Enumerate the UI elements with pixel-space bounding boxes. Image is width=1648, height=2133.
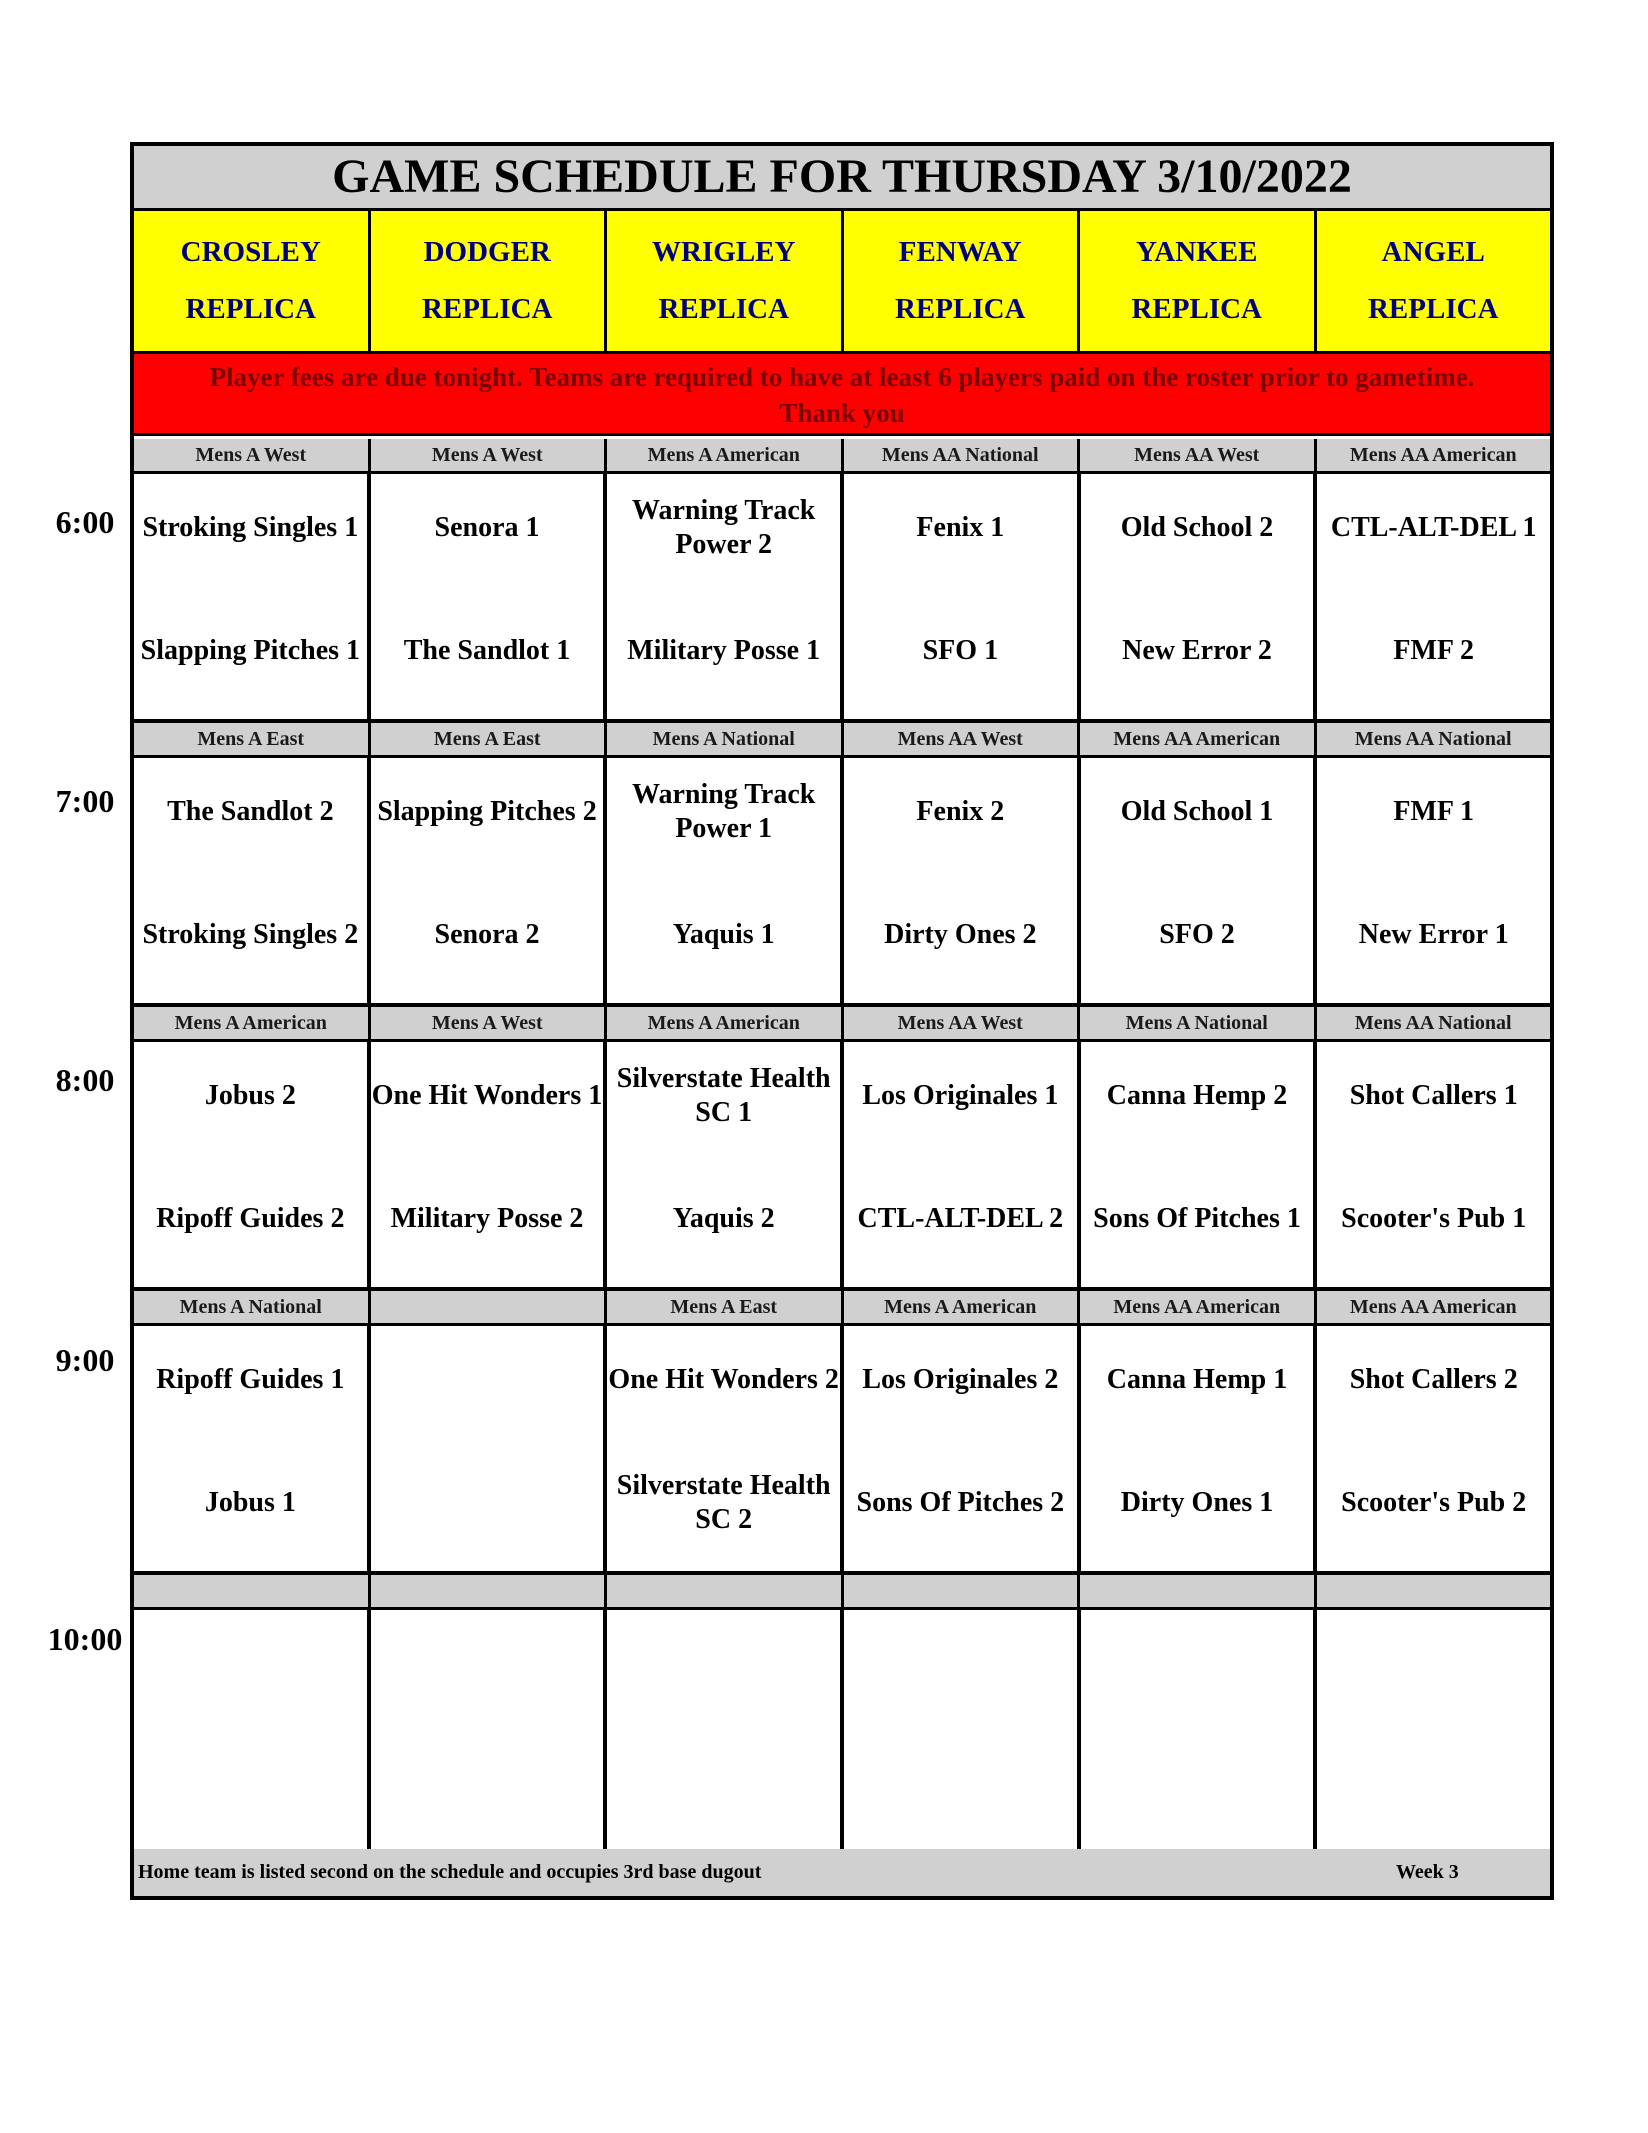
field-name: CROSLEY bbox=[180, 236, 321, 268]
home-team: Scooter's Pub 1 bbox=[1341, 1203, 1527, 1234]
home-team: Jobus 1 bbox=[204, 1487, 296, 1518]
division-label bbox=[1080, 1575, 1317, 1607]
field-header bbox=[371, 211, 608, 351]
notice-line: Player fees are due tonight. Teams are required to have at least 6 players paid on the roster prior to gametime. bbox=[209, 362, 1475, 392]
game-cell bbox=[371, 1042, 608, 1287]
division-label: Mens A East bbox=[134, 723, 371, 755]
home-team: Slapping Pitches 1 bbox=[140, 635, 361, 666]
game-cell bbox=[1317, 1610, 1550, 1855]
division-row bbox=[134, 1575, 1550, 1610]
home-team: New Error 1 bbox=[1358, 919, 1509, 950]
away-team: Old School 1 bbox=[1120, 796, 1274, 827]
field-header bbox=[1317, 211, 1551, 351]
field-header bbox=[134, 211, 371, 351]
game-cell bbox=[134, 1326, 371, 1571]
division-label: Mens A East bbox=[371, 723, 608, 755]
game-cell bbox=[1081, 1610, 1318, 1855]
notice-line: Thank you bbox=[779, 398, 905, 428]
time-slot-block bbox=[134, 439, 1550, 723]
games-row bbox=[134, 1042, 1550, 1291]
game-cell bbox=[371, 758, 608, 1003]
away-team: CTL-ALT-DEL 1 bbox=[1330, 512, 1537, 543]
home-team: Dirty Ones 1 bbox=[1120, 1487, 1274, 1518]
game-cell bbox=[844, 758, 1081, 1003]
home-team: Silverstate Health SC 2 bbox=[616, 1470, 831, 1535]
division-label: Mens AA American bbox=[1317, 1291, 1551, 1323]
game-cell bbox=[134, 758, 371, 1003]
field-sub: REPLICA bbox=[1131, 293, 1262, 325]
games-row bbox=[134, 758, 1550, 1007]
division-label: Mens A East bbox=[607, 1291, 844, 1323]
fee-notice-banner bbox=[134, 354, 1550, 436]
away-team: Silverstate Health SC 1 bbox=[616, 1063, 831, 1128]
game-cell bbox=[1081, 474, 1318, 719]
game-cell bbox=[607, 1610, 844, 1855]
time-slot-block bbox=[134, 1291, 1550, 1575]
division-row bbox=[134, 1291, 1550, 1326]
field-header bbox=[844, 211, 1081, 351]
division-label: Mens AA National bbox=[1317, 723, 1551, 755]
away-team: Stroking Singles 1 bbox=[142, 512, 359, 543]
home-team: The Sandlot 1 bbox=[403, 635, 571, 666]
away-team: Canna Hemp 1 bbox=[1106, 1364, 1288, 1395]
time-slot-block bbox=[134, 1575, 1550, 1859]
away-team: Shot Callers 1 bbox=[1349, 1080, 1518, 1111]
game-cell bbox=[607, 1326, 844, 1571]
away-team: One Hit Wonders 2 bbox=[608, 1364, 839, 1395]
division-label: Mens A American bbox=[134, 1007, 371, 1039]
division-label: Mens AA West bbox=[1080, 439, 1317, 471]
away-team: Canna Hemp 2 bbox=[1106, 1080, 1288, 1111]
time-label: 7:00 bbox=[55, 783, 115, 819]
page-title: GAME SCHEDULE FOR THURSDAY 3/10/2022 bbox=[134, 146, 1550, 211]
division-label bbox=[844, 1575, 1081, 1607]
time-slot-block bbox=[134, 723, 1550, 1007]
field-sub: REPLICA bbox=[658, 293, 789, 325]
game-cell bbox=[844, 474, 1081, 719]
division-label: Mens A West bbox=[371, 439, 608, 471]
game-cell bbox=[1317, 1326, 1550, 1571]
away-team: Los Originales 2 bbox=[862, 1364, 1059, 1395]
time-label: 10:00 bbox=[47, 1621, 123, 1657]
games-row bbox=[134, 1326, 1550, 1575]
away-team: Slapping Pitches 2 bbox=[377, 796, 597, 827]
home-team: Ripoff Guides 2 bbox=[156, 1203, 345, 1234]
away-team: Old School 2 bbox=[1120, 512, 1274, 543]
game-cell bbox=[1317, 758, 1550, 1003]
field-header bbox=[607, 211, 844, 351]
away-team: Senora 1 bbox=[434, 512, 540, 543]
footer-bar bbox=[134, 1849, 1550, 1896]
field-header bbox=[1080, 211, 1317, 351]
field-name: DODGER bbox=[423, 236, 551, 268]
home-team: Scooter's Pub 2 bbox=[1341, 1487, 1527, 1518]
away-team: Fenix 2 bbox=[916, 796, 1005, 827]
division-row bbox=[134, 1007, 1550, 1042]
division-label: Mens A National bbox=[607, 723, 844, 755]
game-cell bbox=[371, 1610, 608, 1855]
field-sub: REPLICA bbox=[185, 293, 316, 325]
game-cell bbox=[607, 758, 844, 1003]
home-team: SFO 2 bbox=[1159, 919, 1235, 950]
away-team: Jobus 2 bbox=[204, 1080, 296, 1111]
field-sub: REPLICA bbox=[1367, 293, 1499, 325]
division-row bbox=[134, 439, 1550, 474]
game-cell bbox=[607, 1042, 844, 1287]
division-row bbox=[134, 723, 1550, 758]
game-cell bbox=[1317, 474, 1550, 719]
division-label: Mens A National bbox=[134, 1291, 371, 1323]
game-cell bbox=[134, 474, 371, 719]
home-team: Stroking Singles 2 bbox=[142, 919, 359, 950]
game-cell bbox=[134, 1610, 371, 1855]
division-label: Mens AA West bbox=[844, 1007, 1081, 1039]
division-label: Mens A West bbox=[371, 1007, 608, 1039]
away-team: The Sandlot 2 bbox=[167, 796, 334, 827]
home-team: Military Posse 2 bbox=[390, 1203, 584, 1234]
division-label: Mens AA American bbox=[1080, 1291, 1317, 1323]
home-team: Military Posse 1 bbox=[627, 635, 821, 666]
field-sub: REPLICA bbox=[894, 293, 1026, 325]
home-team: FMF 2 bbox=[1393, 635, 1474, 666]
division-label: Mens A American bbox=[607, 1007, 844, 1039]
field-header-row bbox=[134, 211, 1550, 354]
away-team: Fenix 1 bbox=[916, 512, 1005, 543]
games-row bbox=[134, 474, 1550, 723]
game-cell bbox=[844, 1042, 1081, 1287]
home-team: Senora 2 bbox=[434, 919, 540, 950]
division-label: Mens AA American bbox=[1317, 439, 1551, 471]
home-team: Sons Of Pitches 2 bbox=[856, 1487, 1065, 1518]
division-label: Mens AA National bbox=[1317, 1007, 1551, 1039]
games-row bbox=[134, 1610, 1550, 1859]
field-name: FENWAY bbox=[898, 236, 1022, 268]
away-team: Warning Track Power 2 bbox=[632, 495, 816, 560]
division-label bbox=[134, 1575, 371, 1607]
division-label: Mens A American bbox=[844, 1291, 1081, 1323]
home-team: New Error 2 bbox=[1122, 635, 1272, 666]
field-name: YANKEE bbox=[1136, 236, 1258, 268]
field-sub: REPLICA bbox=[421, 293, 553, 325]
time-slot-block bbox=[134, 1007, 1550, 1291]
division-label: Mens A National bbox=[1080, 1007, 1317, 1039]
game-cell bbox=[844, 1610, 1081, 1855]
division-label: Mens AA West bbox=[844, 723, 1081, 755]
home-team: CTL-ALT-DEL 2 bbox=[857, 1203, 1064, 1234]
away-team: Shot Callers 2 bbox=[1349, 1364, 1518, 1395]
division-label bbox=[1317, 1575, 1551, 1607]
game-cell bbox=[134, 1042, 371, 1287]
home-team: Sons Of Pitches 1 bbox=[1093, 1203, 1301, 1234]
time-label: 6:00 bbox=[55, 504, 115, 540]
division-label: Mens AA National bbox=[844, 439, 1081, 471]
game-cell bbox=[371, 474, 608, 719]
week-label: Week 3 bbox=[1396, 1861, 1459, 1883]
division-label: Mens AA American bbox=[1080, 723, 1317, 755]
game-cell bbox=[371, 1326, 608, 1571]
time-label: 9:00 bbox=[55, 1342, 115, 1378]
game-cell bbox=[844, 1326, 1081, 1571]
game-cell bbox=[1317, 1042, 1550, 1287]
game-cell bbox=[607, 474, 844, 719]
away-team: Ripoff Guides 1 bbox=[156, 1364, 345, 1395]
home-team: Yaquis 2 bbox=[672, 1203, 775, 1234]
away-team: FMF 1 bbox=[1393, 796, 1474, 827]
away-team: Los Originales 1 bbox=[862, 1080, 1059, 1111]
home-team: Dirty Ones 2 bbox=[884, 919, 1037, 950]
home-team: SFO 1 bbox=[922, 635, 999, 666]
away-team: One Hit Wonders 1 bbox=[371, 1080, 603, 1111]
game-cell bbox=[1081, 758, 1318, 1003]
field-name: ANGEL bbox=[1381, 236, 1485, 268]
division-label bbox=[371, 1291, 608, 1323]
game-cell bbox=[1081, 1042, 1318, 1287]
division-label bbox=[371, 1575, 608, 1607]
field-name: WRIGLEY bbox=[652, 236, 796, 268]
home-team-note: Home team is listed second on the schedule and occupies 3rd base dugout bbox=[138, 1861, 762, 1883]
division-label: Mens A West bbox=[134, 439, 371, 471]
home-team: Yaquis 1 bbox=[672, 919, 775, 950]
away-team: Warning Track Power 1 bbox=[632, 779, 816, 844]
division-label: Mens A American bbox=[607, 439, 844, 471]
schedule-table bbox=[130, 142, 1554, 1900]
time-label: 8:00 bbox=[55, 1062, 115, 1098]
division-label bbox=[607, 1575, 844, 1607]
game-cell bbox=[1081, 1326, 1318, 1571]
